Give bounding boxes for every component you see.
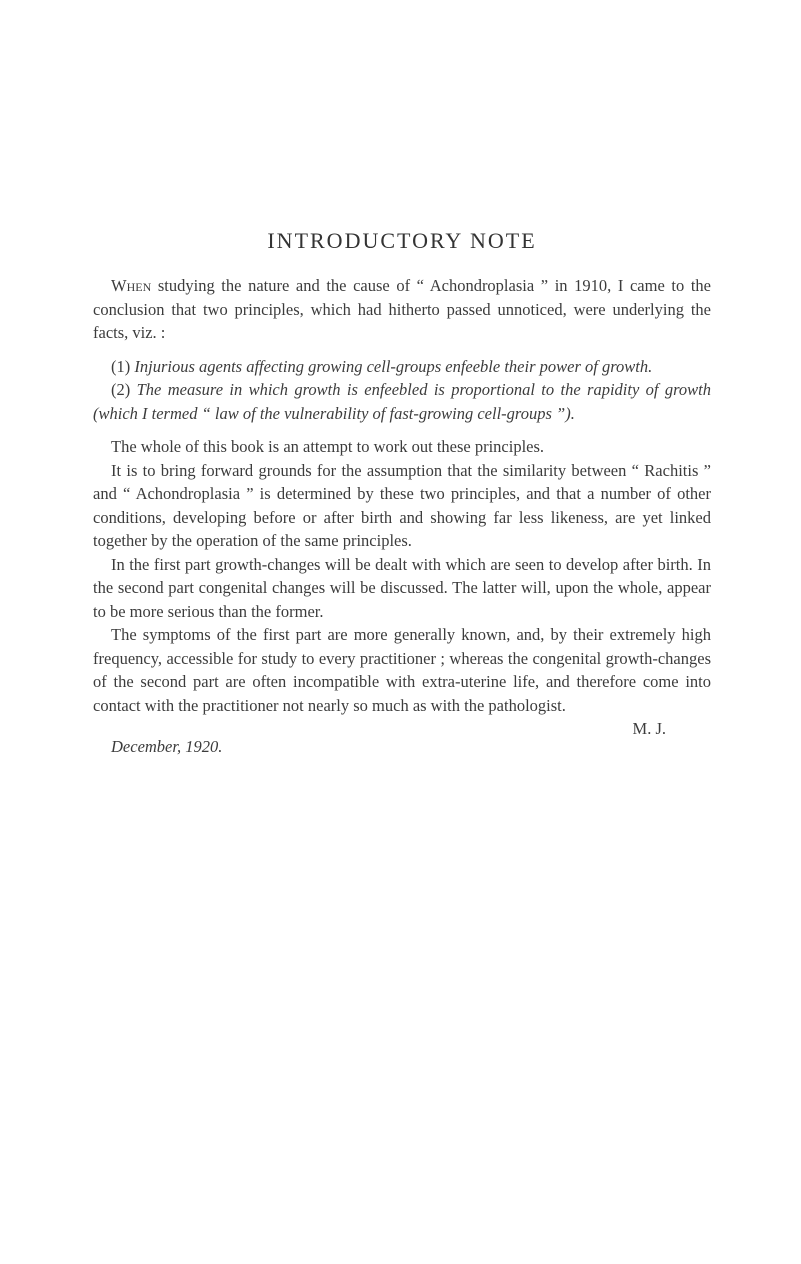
principle-2-text: The measure in which growth is enfeebled is proportional to the rapidity of growth (which I termed “ law of the vulnerability of fast-growing cell-groups ”). <box>93 380 711 423</box>
body-paragraph-4: The symptoms of the first part are more generally known, and, by their extremely high frequency, accessible for study to every practitioner ; whereas the congenital growth-changes of the second part are often incompatible with extra-uterine life, and therefore come into contact with the practitioner not nearly so much as with the pathologist. <box>93 625 711 715</box>
principle-1-text: Injurious agents affecting growing cell-groups enfeeble their power of growth. <box>134 356 653 376</box>
principle-2-number: (2) <box>111 380 137 399</box>
intro-lead-word: When <box>111 276 152 295</box>
body-paragraph-2: It is to bring forward grounds for the assumption that the similarity between “ Rachitis ” and “ Achondroplasia ” is determined by these two principles, and that a number of other conditions, developing before or after birth and showing far less likeness, are yet linked together by the operation of the same principles. <box>93 460 711 550</box>
page-title: INTRODUCTORY NOTE <box>267 228 537 253</box>
intro-text: studying the nature and the cause of “ Achondroplasia ” in 1910, I came to the conclusion that two principles, which had hitherto passed unnoticed, were underlying the facts, viz. : <box>93 276 711 342</box>
date-line: December, 1920. <box>111 737 223 756</box>
body-paragraph-1: The whole of this book is an attempt to work out these principles. <box>111 437 545 456</box>
author-signature: M. J. <box>632 719 666 738</box>
document-page <box>93 228 711 757</box>
principle-1-number: (1) <box>111 356 135 376</box>
intro-paragraph <box>93 274 711 345</box>
body-paragraph-3: In the first part growth-changes will be dealt with which are seen to develop after birth. In the second part congenital changes will be discussed. The latter will, upon the whole, appear to be more serious than the former. <box>93 554 711 621</box>
principle-1 <box>93 355 711 379</box>
principle-2 <box>93 378 711 425</box>
